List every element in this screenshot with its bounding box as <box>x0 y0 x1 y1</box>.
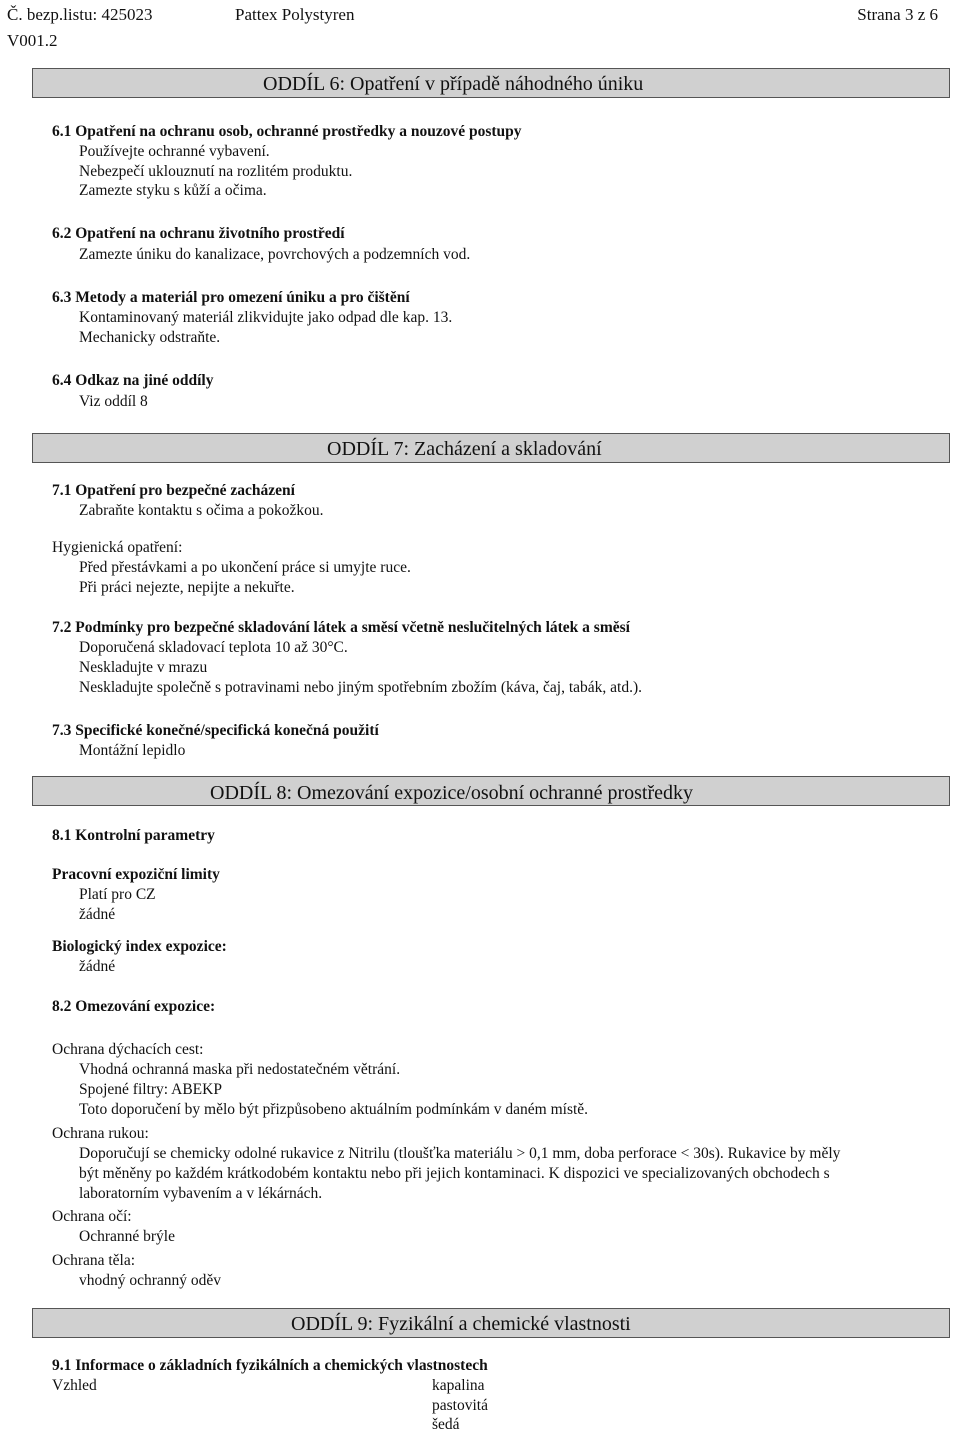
eye-protection-label: Ochrana očí: <box>52 1208 132 1225</box>
hygiene-text-1: Před přestávkami a po ukončení práce si umyjte ruce. <box>79 559 411 576</box>
heading-6-4: 6.4 Odkaz na jiné oddíly <box>52 372 214 389</box>
heading-8-2: 8.2 Omezování expozice: <box>52 998 216 1015</box>
respiratory-label: Ochrana dýchacích cest: <box>52 1041 204 1058</box>
page-header <box>7 4 938 48</box>
appearance-value-2: pastovitá <box>432 1397 488 1414</box>
product-name: Pattex Polystyren <box>235 5 355 24</box>
hand-protection-text-3: laboratorním vybavením a v lékárnách. <box>79 1185 323 1202</box>
section-7-title: ODDÍL 7: Zacházení a skladování <box>327 438 602 460</box>
version: V001.2 <box>7 31 58 50</box>
heading-7-1: 7.1 Opatření pro bezpečné zacházení <box>52 482 295 499</box>
section-6-title: ODDÍL 6: Opatření v případě náhodného úniku <box>263 73 644 95</box>
text-6-3-1: Kontaminovaný materiál zlikvidujte jako odpad dle kap. 13. <box>79 309 453 326</box>
text-7-2-2: Neskladujte v mrazu <box>79 659 208 676</box>
page-number: Strana 3 z 6 <box>857 5 938 24</box>
eye-protection-text: Ochranné brýle <box>79 1228 175 1245</box>
text-6-1-2: Nebezpečí uklouznutí na rozlitém produktu. <box>79 163 353 180</box>
body-protection-text: vhodný ochranný oděv <box>79 1272 222 1289</box>
respiratory-text-2: Spojené filtry: ABEKP <box>79 1081 222 1098</box>
heading-7-3: 7.3 Specifické konečné/specifická konečná použití <box>52 722 379 739</box>
hygiene-label: Hygienická opatření: <box>52 539 183 556</box>
heading-9-1: 9.1 Informace o základních fyzikálních a chemických vlastnostech <box>52 1357 488 1374</box>
sds-number: Č. bezp.listu: 425023 <box>7 5 153 24</box>
hygiene-text-2: Při práci nejezte, nepijte a nekuřte. <box>79 579 295 596</box>
heading-6-1: 6.1 Opatření na ochranu osob, ochranné prostředky a nouzové postupy <box>52 123 522 140</box>
text-6-1-1: Používejte ochranné vybavení. <box>79 143 270 160</box>
text-6-4-1: Viz oddíl 8 <box>79 393 148 410</box>
exposure-limits-value: žádné <box>79 906 116 923</box>
hand-protection-text-1: Doporučují se chemicky odolné rukavice z Nitrilu (tloušťka materiálu > 0,1 mm, doba perforace < 30s). Rukavice by měly <box>79 1145 841 1162</box>
heading-7-2: 7.2 Podmínky pro bezpečné skladování látek a směsí včetně neslučitelných látek a směsí <box>52 619 630 636</box>
appearance-value-3: šedá <box>432 1416 460 1433</box>
respiratory-text-1: Vhodná ochranná maska při nedostatečném větrání. <box>79 1061 401 1078</box>
exposure-limits-label: Pracovní expoziční limity <box>52 866 220 883</box>
text-7-2-3: Neskladujte společně s potravinami nebo jiným spotřebním zbožím (káva, čaj, tabák, atd.). <box>79 679 643 696</box>
text-6-1-3: Zamezte styku s kůží a očima. <box>79 182 267 199</box>
body-protection-label: Ochrana těla: <box>52 1252 136 1269</box>
appearance-label: Vzhled <box>52 1377 97 1394</box>
hand-protection-label: Ochrana rukou: <box>52 1125 149 1142</box>
exposure-limits-country: Platí pro CZ <box>79 886 156 903</box>
bio-index-label: Biologický index expozice: <box>52 938 227 955</box>
heading-8-1: 8.1 Kontrolní parametry <box>52 827 215 844</box>
hand-protection-text-2: být měněny po každém krátkodobém kontaktu nebo při jejich kontaminaci. K dispozici ve specializovaných obchodech s <box>79 1165 830 1182</box>
appearance-value-1: kapalina <box>432 1377 485 1394</box>
text-7-3-1: Montážní lepidlo <box>79 742 186 759</box>
heading-6-3: 6.3 Metody a materiál pro omezení úniku a pro čištění <box>52 289 410 306</box>
text-6-3-2: Mechanicky odstraňte. <box>79 329 221 346</box>
heading-6-2: 6.2 Opatření na ochranu životního prostředí <box>52 225 345 242</box>
text-6-2-1: Zamezte úniku do kanalizace, povrchových a podzemních vod. <box>79 246 471 263</box>
section-9-title: ODDÍL 9: Fyzikální a chemické vlastnosti <box>291 1313 631 1335</box>
bio-index-value: žádné <box>79 958 116 975</box>
section-8-title: ODDÍL 8: Omezování expozice/osobní ochranné prostředky <box>210 782 693 804</box>
respiratory-text-3: Toto doporučení by mělo být přizpůsobeno aktuálním podmínkám v daném místě. <box>79 1101 589 1118</box>
text-7-2-1: Doporučená skladovací teplota 10 až 30°C. <box>79 639 348 656</box>
text-7-1-1: Zabraňte kontaktu s očima a pokožkou. <box>79 502 324 519</box>
